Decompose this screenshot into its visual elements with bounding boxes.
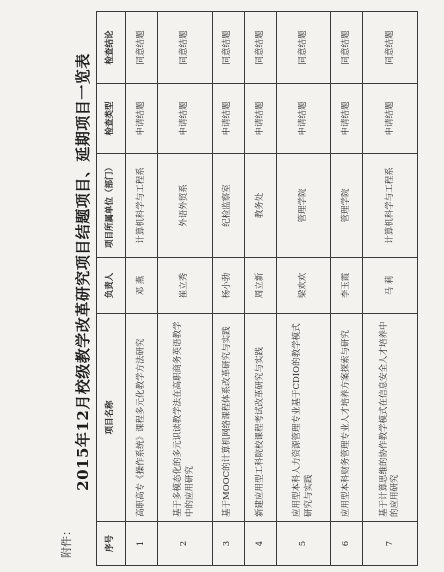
row-leader: 马 莉 <box>363 258 418 314</box>
row-project-name: 应用型本科财务管理专业人才培养方案探索与研究 <box>331 314 363 522</box>
row-no: 3 <box>212 522 244 566</box>
row-check-type: 申请结题 <box>158 84 212 154</box>
row-check-type: 申请结题 <box>276 84 330 154</box>
row-unit: 纪检监察室 <box>212 154 244 258</box>
table-row <box>363 12 418 566</box>
table-header-row <box>97 12 126 566</box>
row-leader: 李玉霞 <box>331 258 363 314</box>
row-unit: 管理学院 <box>276 154 330 258</box>
row-check-type: 申请结题 <box>212 84 244 154</box>
row-check-result: 同意结题 <box>244 12 276 84</box>
header-no: 序号 <box>97 522 126 566</box>
project-table <box>96 11 418 566</box>
header-name: 项目名称 <box>97 314 126 522</box>
row-no: 5 <box>276 522 330 566</box>
row-leader: 邓 燕 <box>126 258 158 314</box>
row-check-result: 同意结题 <box>331 12 363 84</box>
row-project-name: 基于计算思维的协作教学模式在信息安全人才培养中的应用研究 <box>363 314 418 522</box>
row-leader: 周立新 <box>244 258 276 314</box>
row-check-result: 同意结题 <box>126 12 158 84</box>
row-project-name: 高职高专《操作系统》课程多元化教学方法研究 <box>126 314 158 522</box>
header-check-type: 检查类型 <box>97 84 126 154</box>
row-project-name: 基于多模态化的多元识读教学法在高职商务英语教学中的应用研究 <box>158 314 212 522</box>
row-check-type: 申请结题 <box>363 84 418 154</box>
row-no: 1 <box>126 522 158 566</box>
header-unit: 项目所属单位（部门） <box>97 154 126 258</box>
row-check-result: 同意结题 <box>158 12 212 84</box>
row-check-result: 同意结题 <box>276 12 330 84</box>
header-check-result: 检查结论 <box>97 12 126 84</box>
row-no: 6 <box>331 522 363 566</box>
row-project-name: 应用型本科人力资源管理专业基于CDIO的教学模式研究与实践 <box>276 314 330 522</box>
row-check-type: 申请结题 <box>244 84 276 154</box>
row-leader: 杨小勃 <box>212 258 244 314</box>
document-title: 2015年12月校级教学改革研究项目结题项目、延期项目一览表 <box>74 53 92 491</box>
row-check-result: 同意结题 <box>363 12 418 84</box>
row-no: 4 <box>244 522 276 566</box>
row-no: 7 <box>363 522 418 566</box>
attachment-label: 附件： <box>60 525 73 558</box>
row-no: 2 <box>158 522 212 566</box>
row-unit: 教务处 <box>244 154 276 258</box>
table-row <box>331 12 363 566</box>
table-row <box>158 12 212 566</box>
row-unit: 计算机科学与工程系 <box>363 154 418 258</box>
row-unit: 管理学院 <box>331 154 363 258</box>
row-check-result: 同意结题 <box>212 12 244 84</box>
table-row <box>244 12 276 566</box>
row-project-name: 新建应用型工科院校课程考试改革研究与实践 <box>244 314 276 522</box>
table-row <box>212 12 244 566</box>
row-leader: 崔立秀 <box>158 258 212 314</box>
row-unit: 外语外贸系 <box>158 154 212 258</box>
table-row <box>276 12 330 566</box>
row-check-type: 申请结题 <box>126 84 158 154</box>
row-project-name: 基于MOOC的计算机网络课程体系改革研究与实践 <box>212 314 244 522</box>
row-unit: 计算机科学与工程系 <box>126 154 158 258</box>
table-row <box>126 12 158 566</box>
row-check-type: 申请结题 <box>331 84 363 154</box>
header-leader: 负责人 <box>97 258 126 314</box>
row-leader: 梁欢欢 <box>276 258 330 314</box>
